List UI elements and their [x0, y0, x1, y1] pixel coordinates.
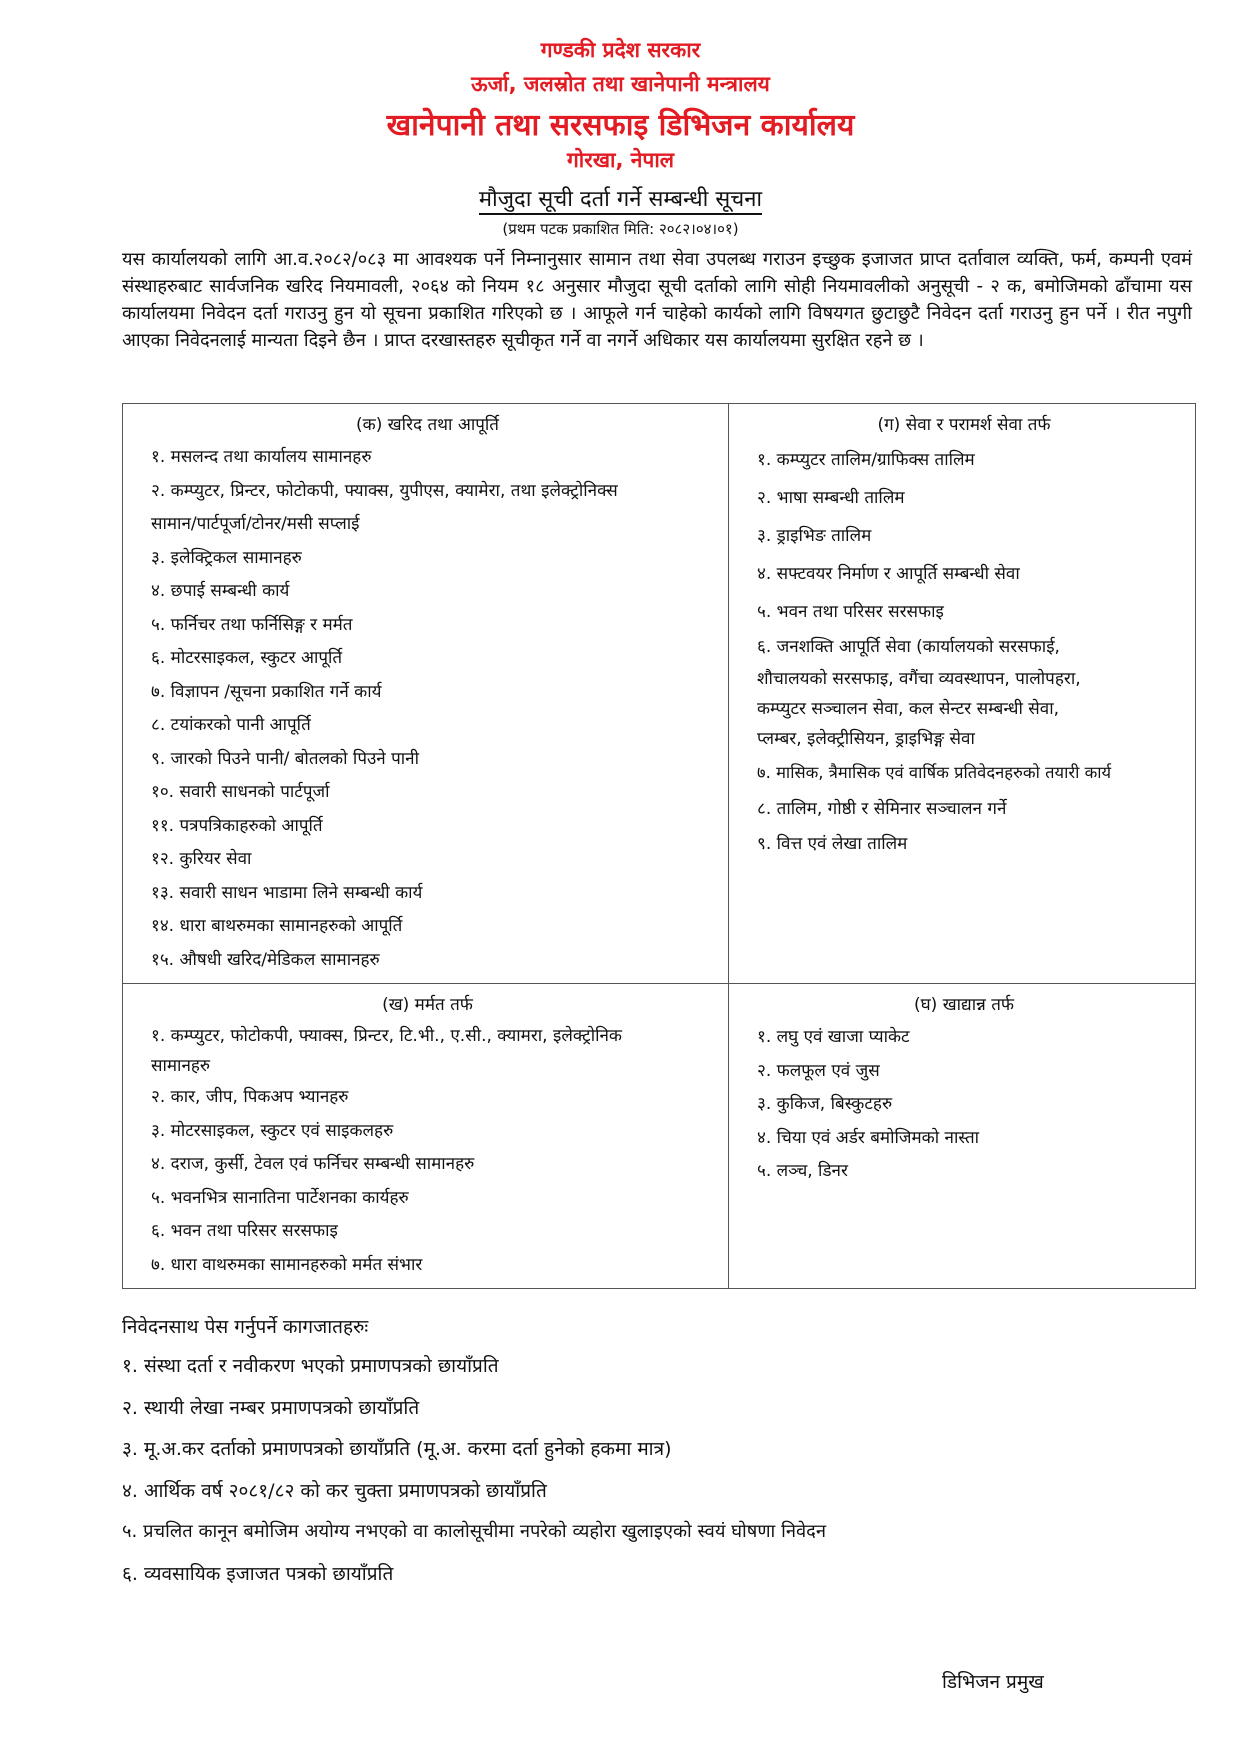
list-item: ७. धारा वाथरुमका सामानहरुको मर्मत संभार [151, 1254, 423, 1275]
list-item: ३. मोटरसाइकल, स्कुटर एवं साइकलहरु [151, 1120, 394, 1141]
category-ka-heading: (क) खरिद तथा आपूर्ति [356, 415, 499, 435]
list-item: ११. पत्रपत्रिकाहरुको आपूर्ति [151, 815, 323, 836]
list-item: ५. भवन तथा परिसर सरसफाइ [757, 602, 944, 622]
list-item: कम्प्युटर सञ्चालन सेवा, कल सेन्टर सम्बन्धी सेवा, [757, 699, 1060, 719]
list-item: सामान/पार्टपूर्जा/टोनर/मसी सप्लाई [151, 514, 360, 534]
category-gha-cell [729, 984, 1196, 1289]
list-item: १३. सवारी साधन भाडामा लिने सम्बन्धी कार्य [151, 882, 423, 903]
notice-title-text: मौजुदा सूची दर्ता गर्ने सम्बन्धी सूचना [479, 187, 762, 215]
category-gha-heading: (घ) खाद्यान्न तर्फ [913, 995, 1015, 1015]
list-item: शौचालयको सरसफाइ, वगैंचा व्यवस्थापन, पालोपहरा, [757, 669, 1081, 689]
category-kha-heading: (ख) मर्मत तर्फ [382, 995, 473, 1015]
list-item: १. कम्प्युटर, फोटोकपी, फ्याक्स, प्रिन्टर, टि.भी., ए.सी., क्यामरा, इलेक्ट्रोनिक [151, 1026, 622, 1046]
signature-title: डिभिजन प्रमुख [942, 1671, 1044, 1693]
list-item: ५. प्रचलित कानून बमोजिम अयोग्य नभएको वा कालोसूचीमा नपरेको व्यहोरा खुलाइएको स्वयं घोषणा निवेदन [122, 1521, 826, 1542]
office-name: खानेपानी तथा सरसफाइ डिभिजन कार्यालय [386, 108, 855, 143]
list-item: ८. टयांकरको पानी आपूर्ति [151, 715, 311, 735]
list-item: ६. व्यवसायिक इजाजत पत्रको छायाँप्रति [122, 1562, 394, 1585]
list-item: ४. छपाई सम्बन्धी कार्य [151, 581, 290, 601]
list-item: २. स्थायी लेखा नम्बर प्रमाणपत्रको छायाँप्रति [122, 1396, 420, 1419]
list-item: ९. जारको पिउने पानी/ बोतलको पिउने पानी [151, 748, 420, 769]
category-kha-list [133, 1021, 722, 1282]
list-item: ६. मोटरसाइकल, स्कुटर आपूर्ति [151, 648, 343, 668]
list-item: ४. दराज, कुर्सी, टेवल एवं फर्निचर सम्बन्धी सामानहरु [151, 1154, 475, 1174]
list-item: १४. धारा बाथरुमका सामानहरुको आपूर्ति [151, 916, 403, 936]
category-ga-cell [729, 404, 1196, 984]
list-item: १. मसलन्द तथा कार्यालय सामानहरु [151, 447, 372, 467]
category-ka-cell [123, 404, 729, 984]
list-item: ४. सफ्टवयर निर्माण र आपूर्ति सम्बन्धी सेवा [757, 564, 1020, 584]
category-ga-list [739, 441, 1189, 862]
notice-title [0, 183, 1241, 213]
list-item: ३. मू.अ.कर दर्ताको प्रमाणपत्रको छायाँप्रति (मू.अ. करमा दर्ता हुनेको हकमा मात्र) [122, 1438, 672, 1460]
list-item: १०. सवारी साधनको पार्टपूर्जा [151, 782, 330, 802]
list-item: ५. लञ्च, डिनर [757, 1161, 848, 1181]
publication-date: (प्रथम पटक प्रकाशित मिति: २०८२।०४।०१) [502, 220, 739, 238]
list-item: १२. कुरियर सेवा [151, 849, 252, 869]
list-item: ३. इलेक्ट्रिकल सामानहरु [151, 547, 302, 568]
list-item: ४. चिया एवं अर्डर बमोजिमको नास्ता [757, 1127, 980, 1148]
list-item: ७. विज्ञापन /सूचना प्रकाशित गर्ने कार्य [151, 681, 382, 702]
list-item: ५. फर्निचर तथा फर्निसिङ्ग र मर्मत [151, 614, 353, 635]
documents-list [122, 1352, 826, 1601]
category-ga-heading: (ग) सेवा र परामर्श सेवा तर्फ [877, 415, 1051, 435]
list-item: ३. कुकिज, बिस्कुटहरु [757, 1094, 893, 1114]
documents-heading: निवेदनसाथ पेस गर्नुपर्ने कागजातहरुः [122, 1316, 369, 1338]
list-item: सामानहरु [151, 1056, 211, 1076]
notice-body: यस कार्यालयको लागि आ.व.२०८२/०८३ मा आवश्यक पर्ने निम्नानुसार सामान तथा सेवा उपलब्ध गराउन इच्छुक इजाजत प्राप्त दर्तावाल व्यक्ति, फर्म, कम्पनी एवमं संस्थाहरुबाट सार्वजनिक खरिद नियमावली, २०६४ को नियम १८ अनुसार मौजुदा सूची दर्ताको लागि सोही नियमावलीको अनुसूची - २ क, बमोजिमको ढाँचामा यस कार्यालयमा निवेदन दर्ता गराउनु हुन यो सूचना प्रकाशित गरिएको छ । आफूले गर्न चाहेको कार्यको लागि विषयगत छुटाछुटै निवेदन दर्ता गराउनु हुन पर्ने । रीत नपुगी आएका निवेदनलाई मान्यता दिइने छैन । प्राप्त दरखास्तहरु सूचीकृत गर्ने वा नगर्ने अधिकार यस कार्यालयमा सुरक्षित रहने छ । [122, 249, 1192, 351]
category-gha-list [739, 1021, 1189, 1189]
list-item: २. कम्प्युटर, प्रिन्टर, फोटोकपी, फ्याक्स, युपीएस, क्यामेरा, तथा इलेक्ट्रोनिक्स [151, 480, 618, 501]
list-item: ४. आर्थिक वर्ष २०८१/८२ को कर चुक्ता प्रमाणपत्रको छायाँप्रति [122, 1479, 547, 1502]
list-item: प्लम्बर, इलेक्ट्रीसियन, ड्राइभिङ्ग सेवा [757, 729, 975, 749]
list-item: ५. भवनभित्र सानातिना पार्टेशनका कार्यहरु [151, 1187, 409, 1208]
category-row-top [123, 404, 1196, 984]
list-item: २. भाषा सम्बन्धी तालिम [757, 488, 905, 508]
list-item: १. संस्था दर्ता र नवीकरण भएको प्रमाणपत्रको छायाँप्रति [122, 1355, 499, 1377]
list-item: ३. ड्राइभिङ तालिम [757, 526, 872, 546]
list-item: ६. भवन तथा परिसर सरसफाइ [151, 1221, 338, 1241]
category-table [122, 403, 1196, 1289]
list-item: १. लघु एवं खाजा प्याकेट [757, 1027, 910, 1047]
list-item: ८. तालिम, गोष्ठी र सेमिनार सञ्चालन गर्ने [757, 799, 1007, 819]
list-item: ९. वित्त एवं लेखा तालिम [757, 834, 908, 854]
list-item: २. फलफूल एवं जुस [757, 1060, 880, 1081]
category-row-bottom [123, 984, 1196, 1289]
office-location: गोरखा, नेपाल [566, 148, 675, 172]
category-ka-list [133, 441, 722, 977]
list-item: ७. मासिक, त्रैमासिक एवं वार्षिक प्रतिवेदनहरुको तयारी कार्य [757, 763, 1112, 782]
list-item: १. कम्प्युटर तालिम/ग्राफिक्स तालिम [757, 450, 975, 470]
category-kha-cell [123, 984, 729, 1289]
ministry-name: ऊर्जा, जलस्रोत तथा खानेपानी मन्त्रालय [471, 72, 770, 96]
government-name: गण्डकी प्रदेश सरकार [540, 38, 701, 62]
list-item: २. कार, जीप, पिकअप भ्यानहरु [151, 1087, 349, 1107]
list-item: ६. जनशक्ति आपूर्ति सेवा (कार्यालयको सरसफाई, [757, 637, 1060, 657]
list-item: १५. औषधी खरिद/मेडिकल सामानहरु [151, 949, 380, 970]
